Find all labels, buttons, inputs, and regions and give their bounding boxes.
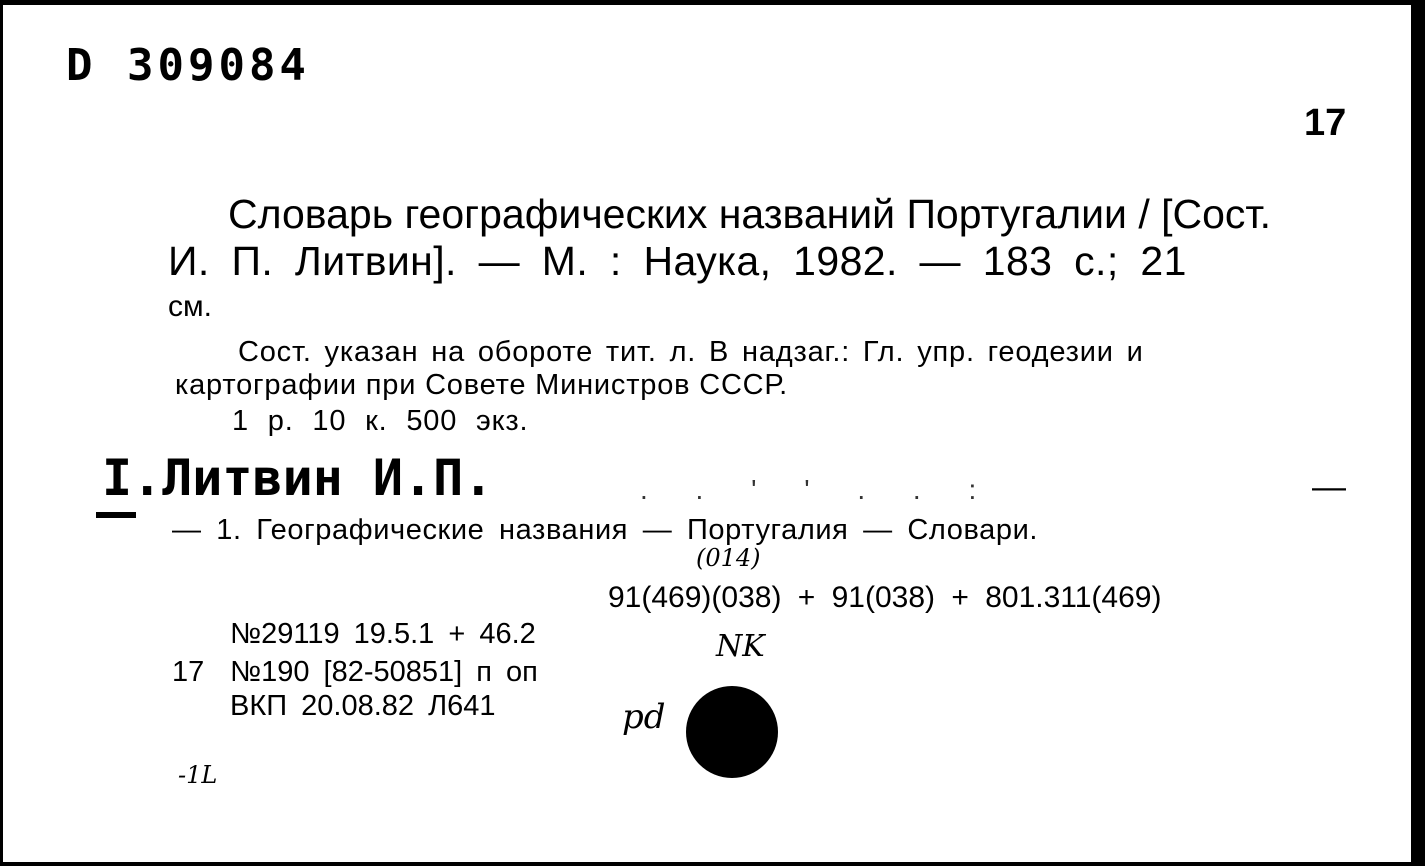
price-line: 1 р. 10 к. 500 экз. [232,405,529,437]
accession-line-2: №190 [82-50851] п оп [230,656,538,688]
card-number: 17 [1304,102,1347,144]
accession-card-prefix: 17 [172,656,205,688]
title-line-3: см. [168,290,212,323]
call-number: D 309084 [66,40,310,91]
author-heading: I.Литвин И.П. [102,449,494,507]
punch-hole-stamp [686,686,778,778]
accession-line-1: №29119 19.5.1 + 46.2 [230,618,536,650]
handwritten-mark: pd [622,697,666,737]
heading-underline [96,512,136,518]
faint-marks: . . ' ' . . : [640,474,997,505]
title-line-1: Словарь географических названий Португалии / [Сост. [228,191,1272,237]
note-line-1: Сост. указан на обороте тит. л. В надзаг.: Гл. упр. геодезии и [238,336,1144,368]
card-edge-shadow [1411,0,1425,866]
title-line-2: И. П. Литвин]. — М. : Наука, 1982. — 183 с.; 21 [168,238,1187,284]
handwritten-corner-mark: -1L [178,761,218,789]
handwritten-paren-note: (014) [696,544,761,572]
handwritten-initials: NK [716,629,765,664]
subject-tracing: — 1. Географические названия — Португалия — Словари. [172,514,1039,546]
accession-line-3: ВКП 20.08.82 Л641 [230,690,496,722]
udc-classification: 91(469)(038) + 91(038) + 801.311(469) [608,581,1162,614]
trailing-dash: — [1312,468,1346,506]
note-line-2: картографии при Совете Министров СССР. [175,369,788,401]
